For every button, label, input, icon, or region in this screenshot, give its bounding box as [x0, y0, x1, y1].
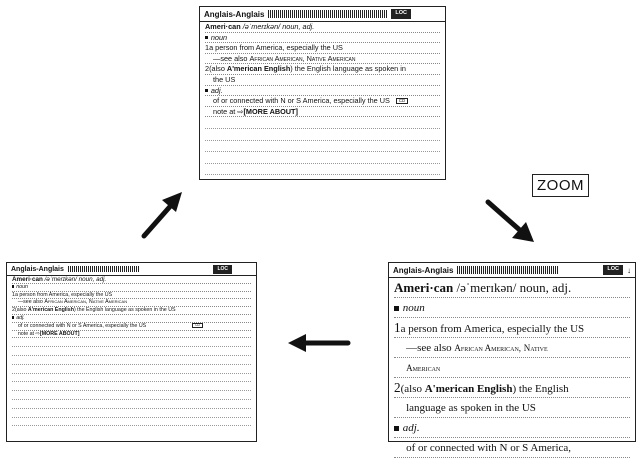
sense-open: (also [400, 383, 422, 395]
cd-icon[interactable]: CD [396, 98, 408, 104]
see-also-prefix: —see also [406, 342, 452, 354]
empty-line [205, 164, 440, 176]
pos-noun-line [394, 298, 630, 318]
sense-text-cont: language as spoken in the US [406, 402, 536, 414]
entry-body [7, 276, 256, 426]
sense-number: 2 [205, 64, 210, 74]
empty-line [12, 418, 251, 427]
sense-text: a person from America, especially the US [209, 43, 343, 53]
adj-def: of or connected with N or S America, especially the US [213, 96, 390, 106]
title-bar [7, 263, 256, 276]
sense-1-line [205, 43, 440, 54]
sense-variant: A'merican English [424, 383, 513, 395]
arrow-down-right-icon [484, 198, 540, 248]
empty-line [12, 365, 251, 374]
see-also-ref[interactable]: African American, [454, 343, 522, 353]
bullet-icon [394, 426, 399, 431]
bullet-icon [12, 285, 14, 287]
note-prefix: note at [213, 106, 236, 116]
see-also-line [205, 54, 440, 65]
sense-number: 1 [205, 43, 210, 53]
zoom-button[interactable]: ZOOM [532, 174, 589, 197]
sense-text: ) the English language as spoken in [290, 64, 406, 74]
headword-line [205, 22, 440, 33]
entry-body [200, 22, 445, 175]
title-hatch [457, 266, 559, 274]
sense-text-cont: the US [213, 74, 236, 84]
arrow-up-right-icon [138, 190, 188, 242]
adj-def-line [205, 96, 440, 107]
sense-2-line [12, 307, 251, 315]
cd-icon[interactable]: CD [192, 323, 203, 328]
loc-badge[interactable]: LOC [603, 265, 623, 275]
pos-adj-line [394, 418, 630, 438]
empty-line [12, 409, 251, 418]
pronunciation: /əˈmerɪkən/ noun, adj. [456, 280, 572, 295]
entry-body [389, 278, 635, 458]
headword-line [12, 276, 251, 284]
sense-number: 2 [394, 380, 401, 395]
empty-line [12, 374, 251, 383]
adj-def: of or connected with N or S America, [406, 442, 572, 454]
see-also-ref[interactable]: Native [523, 343, 548, 353]
pos-noun-line [205, 33, 440, 44]
sense-text: a person from America, especially the US [14, 291, 113, 298]
see-also-line [12, 299, 251, 307]
title-bar [389, 263, 635, 278]
window-title: Anglais-Anglais [393, 265, 454, 275]
pos-noun: noun [16, 283, 29, 290]
arrow-left-icon [286, 330, 352, 356]
more-about-link[interactable]: [MORE ABOUT] [39, 330, 80, 337]
empty-line [12, 347, 251, 356]
sense-2-line [394, 378, 630, 398]
sense-number: 2 [12, 307, 15, 314]
adj-def-line [12, 323, 251, 331]
empty-line [12, 356, 251, 365]
note-line [12, 331, 251, 339]
see-also-line [394, 338, 630, 358]
loc-badge[interactable]: LOC [391, 9, 411, 19]
sense-variant: A'merican English [226, 64, 291, 74]
headword: Ameri·can [205, 22, 241, 31]
pos-adj-line [12, 315, 251, 323]
empty-line [205, 117, 440, 129]
headword: Ameri·can [394, 280, 454, 295]
see-also-refs[interactable]: African American, Native American [249, 53, 356, 63]
sense-2-cont-line [394, 398, 630, 418]
dictionary-screen-left [6, 262, 257, 442]
see-also-prefix: —see also [17, 299, 43, 306]
scroll-down-icon[interactable]: ↓ [627, 265, 631, 275]
sense-2-line [205, 64, 440, 75]
dictionary-screen-zoomed [388, 262, 636, 454]
sense-number: 1 [394, 320, 401, 335]
pos-adj-line [205, 86, 440, 97]
sense-1-line [394, 318, 630, 338]
see-also-prefix: —see also [213, 53, 248, 63]
pos-adj: adj. [402, 422, 420, 434]
loc-badge[interactable]: LOC [213, 265, 232, 274]
more-about-link[interactable]: [MORE ABOUT] [243, 106, 298, 116]
hand-pointer-icon: ⇨ [35, 330, 40, 337]
headword: Ameri·can [12, 276, 43, 283]
pos-noun: noun [210, 32, 228, 42]
headword-line [394, 278, 630, 298]
window-title: Anglais-Anglais [204, 9, 265, 19]
pronunciation: /əˈmerɪkən/ noun, adj. [242, 22, 315, 31]
sense-open: (also [209, 64, 225, 74]
sense-number: 1 [12, 291, 15, 298]
sense-variant: A'merican English [27, 307, 74, 314]
pos-noun-line [12, 284, 251, 292]
bullet-icon [205, 89, 208, 92]
title-hatch [268, 10, 387, 18]
sense-text-cont: the US [159, 307, 176, 314]
sense-1-line [12, 292, 251, 300]
note-line [205, 107, 440, 118]
sense-text: ) the English [512, 383, 569, 395]
empty-line [12, 391, 251, 400]
adj-def: of or connected with N or S America, especially the US [17, 322, 147, 329]
title-hatch [68, 266, 139, 273]
sense-text: a person from America, especially the US [400, 323, 585, 335]
empty-line [205, 141, 440, 153]
sense-open: (also [14, 307, 27, 314]
sense-text: ) the English language as spoken in [73, 307, 158, 314]
empty-line [12, 400, 251, 409]
see-also-ref[interactable]: American [406, 363, 441, 373]
pos-noun: noun [402, 302, 425, 314]
bullet-icon [394, 306, 399, 311]
bullet-icon [12, 316, 14, 318]
empty-line [205, 129, 440, 141]
see-also-refs[interactable]: African American, Native American [44, 299, 128, 306]
dictionary-screen-top [199, 6, 446, 180]
pos-adj: adj. [210, 85, 223, 95]
empty-line [205, 152, 440, 164]
hand-pointer-icon: ⇨ [237, 106, 244, 116]
pronunciation: /əˈmerɪkən/ noun, adj. [44, 276, 107, 283]
title-bar [200, 7, 445, 22]
note-prefix: note at [17, 330, 35, 337]
empty-line [12, 382, 251, 391]
see-also-cont-line [394, 358, 630, 378]
empty-line [12, 338, 251, 347]
sense-2-cont-line [205, 75, 440, 86]
pos-adj: adj. [16, 314, 25, 321]
window-title: Anglais-Anglais [11, 265, 64, 273]
bullet-icon [205, 36, 208, 39]
adj-def-line [394, 438, 630, 458]
